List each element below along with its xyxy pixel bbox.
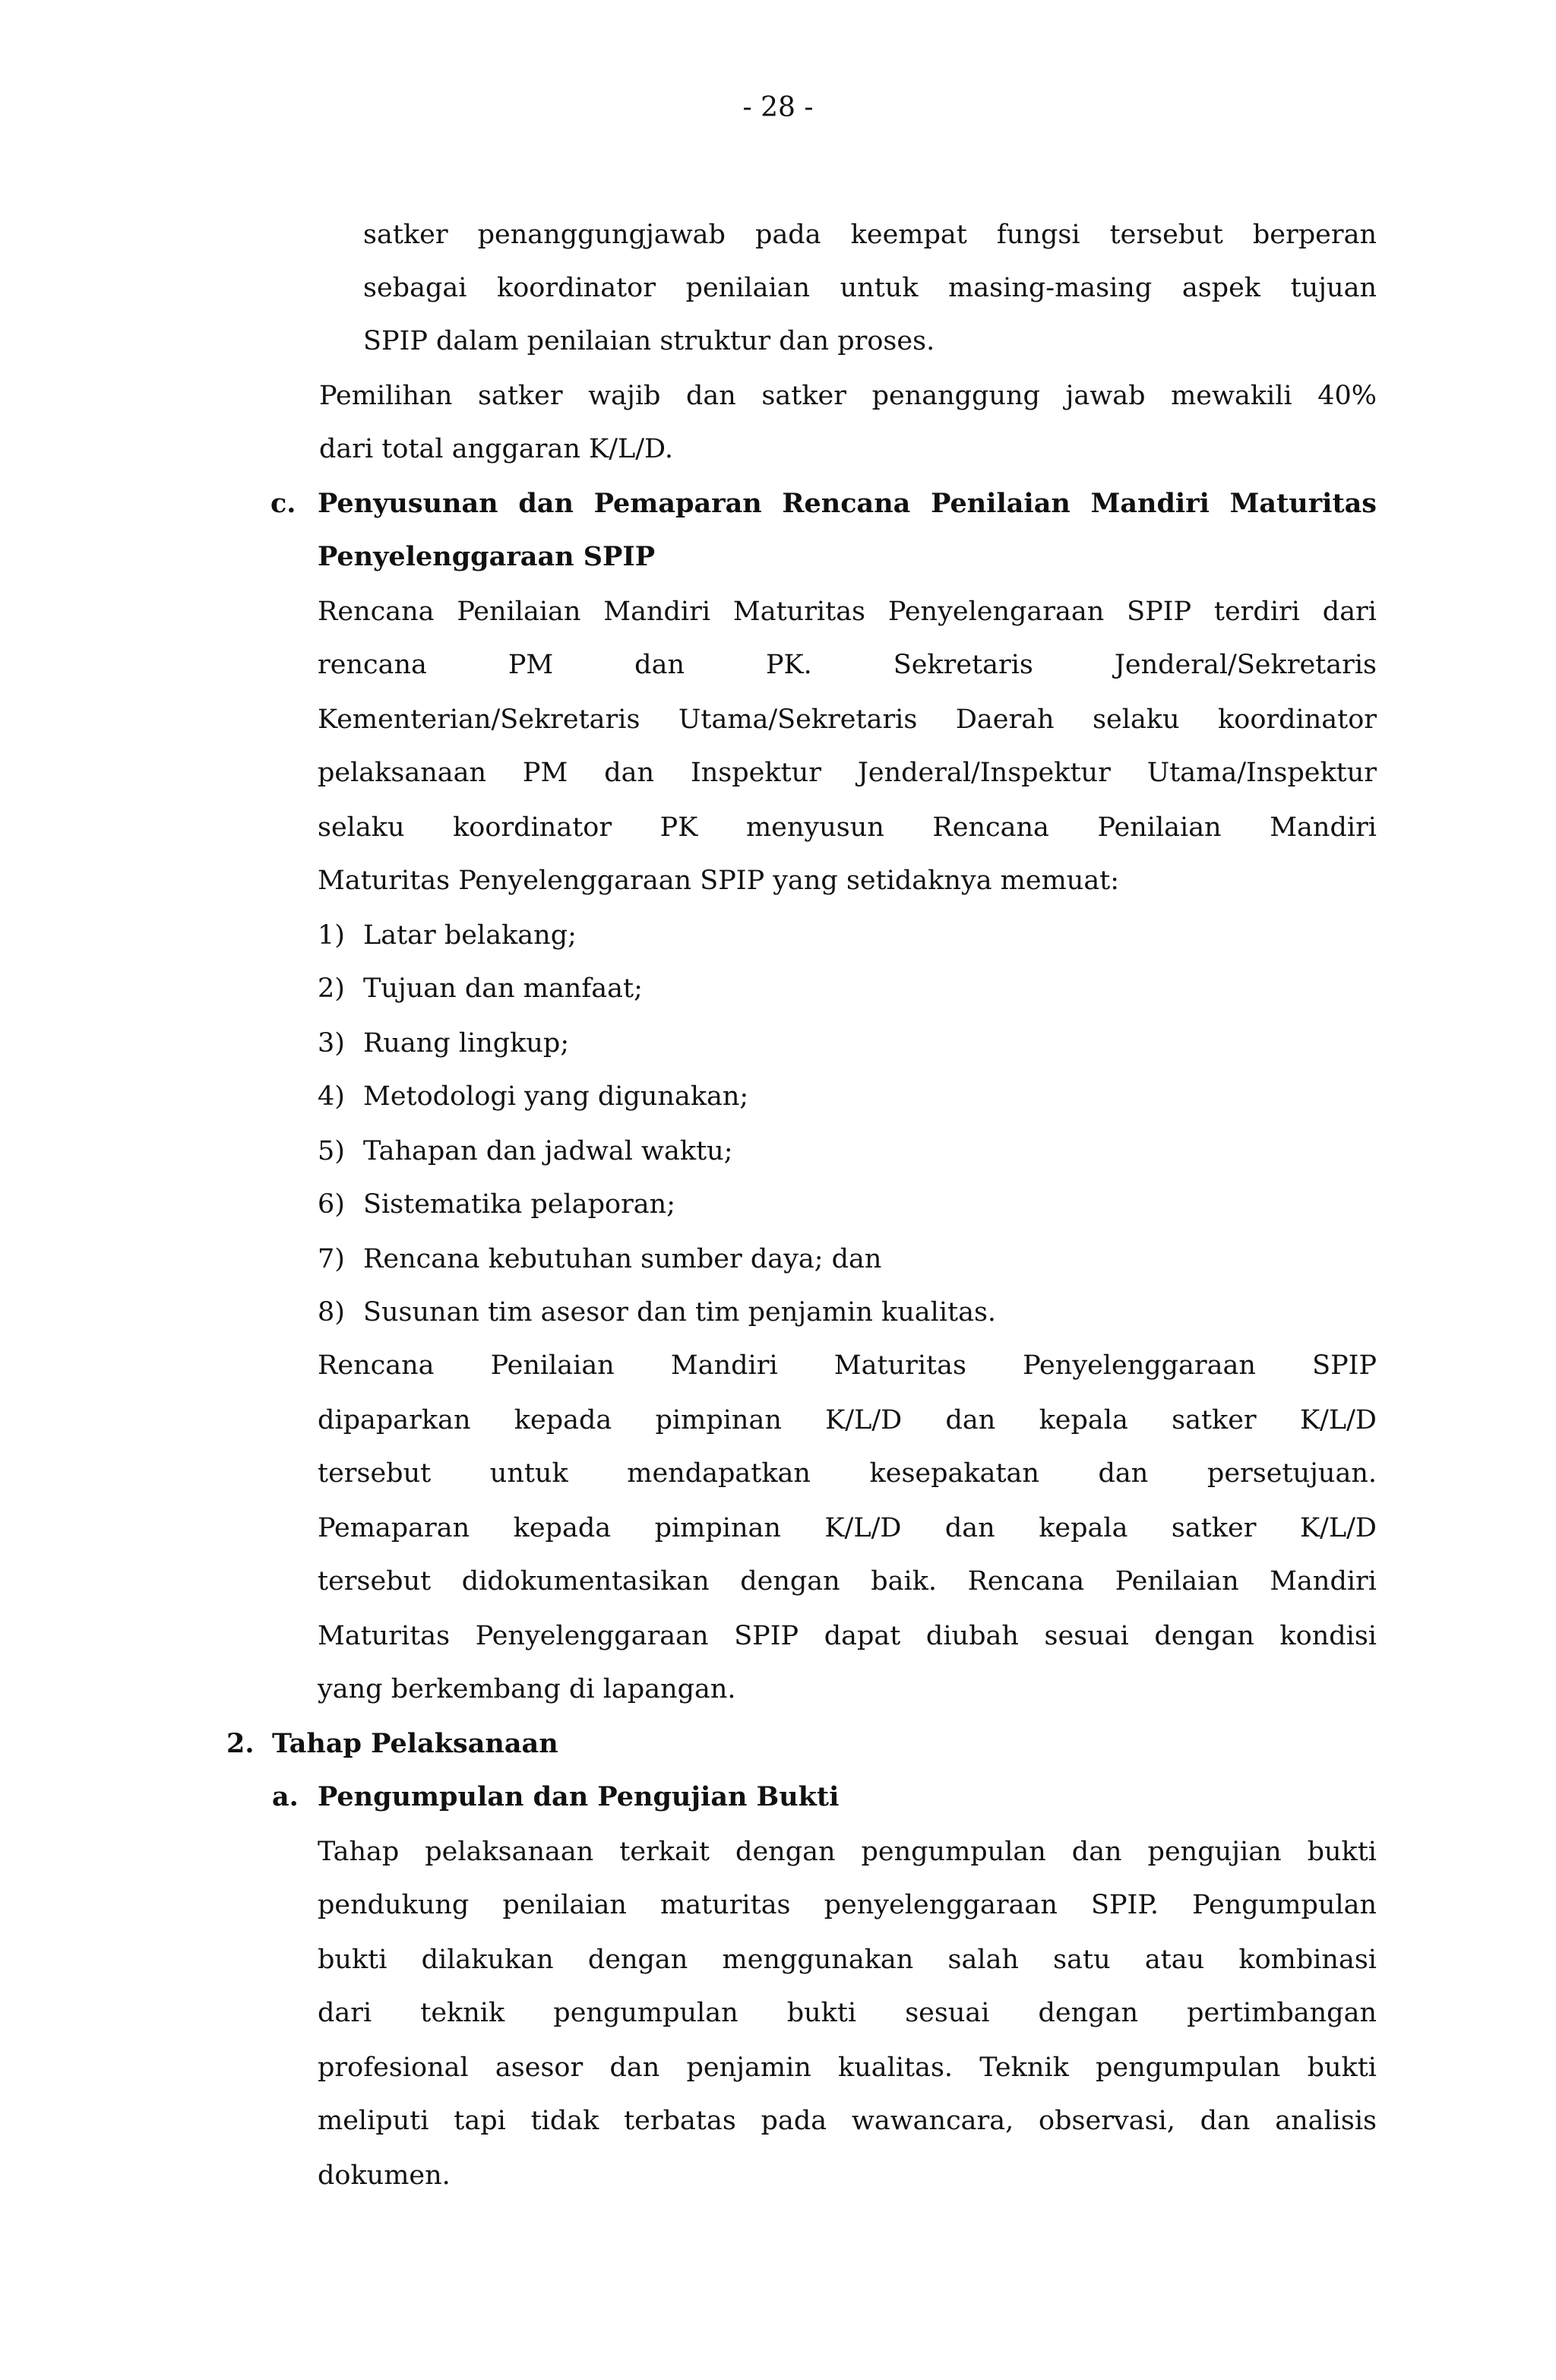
section-2a-body-line: dari teknik pengumpulan bukti sesuai dengan pertimbangan [318,1998,1377,2028]
section-2a-marker: a. [272,1781,299,1812]
section-2a-body-line: meliputi tapi tidak terbatas pada wawancara, observasi, dan analisis [318,2106,1377,2136]
intro-line: sebagai koordinator penilaian untuk masing-masing aspek tujuan [363,273,1377,303]
list-item: Susunan tim asesor dan tim penjamin kualitas. [363,1297,997,1328]
section-c-body-line: selaku koordinator PK menyusun Rencana Penilaian Mandiri [318,812,1377,843]
selection-note-line: Pemilihan satker wajib dan satker penanggung jawab mewakili 40% [319,381,1377,411]
list-item-number: 3) [318,1028,345,1059]
section-c-title-line: Penyusunan dan Pemaparan Rencana Penilaian Mandiri Maturitas [318,488,1377,519]
section-c-body-line: Kementerian/Sekretaris Utama/Sekretaris Daerah selaku koordinator [318,704,1377,735]
section-2a-body-line: bukti dilakukan dengan menggunakan salah satu atau kombinasi [318,1945,1377,1975]
list-item: Ruang lingkup; [363,1028,570,1059]
intro-line: satker penanggungjawab pada keempat fungsi tersebut berperan [363,220,1377,250]
section-c-closing-line: dipaparkan kepada pimpinan K/L/D dan kepala satker K/L/D [318,1405,1377,1435]
section-2a-body-line: Tahap pelaksanaan terkait dengan pengumpulan dan pengujian bukti [318,1837,1377,1867]
section-2a-body-line: profesional asesor dan penjamin kualitas. Teknik pengumpulan bukti [318,2052,1377,2083]
list-item-number: 6) [318,1189,345,1220]
list-item-number: 2) [318,973,345,1004]
page-number: - 28 - [742,92,814,123]
list-item: Metodologi yang digunakan; [363,1081,749,1112]
list-item-number: 4) [318,1081,345,1112]
section-c-body-line: Rencana Penilaian Mandiri Maturitas Penyelengaraan SPIP terdiri dari [318,597,1377,627]
section-2a-body-line: dokumen. [318,2160,451,2191]
section-c-body-line: rencana PM dan PK. Sekretaris Jenderal/Sekretaris [318,650,1377,680]
section-c-closing-line: yang berkembang di lapangan. [318,1674,736,1704]
list-item: Tujuan dan manfaat; [363,973,643,1004]
section-c-body-line: Maturitas Penyelenggaraan SPIP yang setidaknya memuat: [318,866,1120,896]
list-item-number: 5) [318,1136,345,1166]
list-item: Rencana kebutuhan sumber daya; dan [363,1244,882,1274]
section-c-title-line: Penyelenggaraan SPIP [318,541,656,572]
section-2-title: Tahap Pelaksanaan [272,1728,558,1759]
intro-line: SPIP dalam penilaian struktur dan proses. [363,326,935,356]
section-2a-title: Pengumpulan dan Pengujian Bukti [318,1781,840,1812]
list-item: Sistematika pelaporan; [363,1189,676,1220]
list-item-number: 8) [318,1297,345,1328]
section-c-closing-line: Maturitas Penyelenggaraan SPIP dapat diubah sesuai dengan kondisi [318,1621,1377,1651]
section-c-marker: c. [270,488,296,519]
section-c-closing-line: tersebut didokumentasikan dengan baik. Rencana Penilaian Mandiri [318,1566,1377,1597]
section-c-closing-line: Rencana Penilaian Mandiri Maturitas Penyelenggaraan SPIP [318,1350,1377,1381]
list-item: Tahapan dan jadwal waktu; [363,1136,733,1166]
section-2-marker: 2. [226,1728,255,1759]
section-2a-body-line: pendukung penilaian maturitas penyelenggaraan SPIP. Pengumpulan [318,1890,1377,1920]
section-c-body-line: pelaksanaan PM dan Inspektur Jenderal/Inspektur Utama/Inspektur [318,758,1377,788]
section-c-closing-line: tersebut untuk mendapatkan kesepakatan dan persetujuan. [318,1458,1377,1489]
list-item: Latar belakang; [363,920,577,951]
list-item-number: 7) [318,1244,345,1274]
list-item-number: 1) [318,920,345,951]
selection-note-line: dari total anggaran K/L/D. [319,434,673,464]
section-c-closing-line: Pemaparan kepada pimpinan K/L/D dan kepala satker K/L/D [318,1513,1377,1543]
